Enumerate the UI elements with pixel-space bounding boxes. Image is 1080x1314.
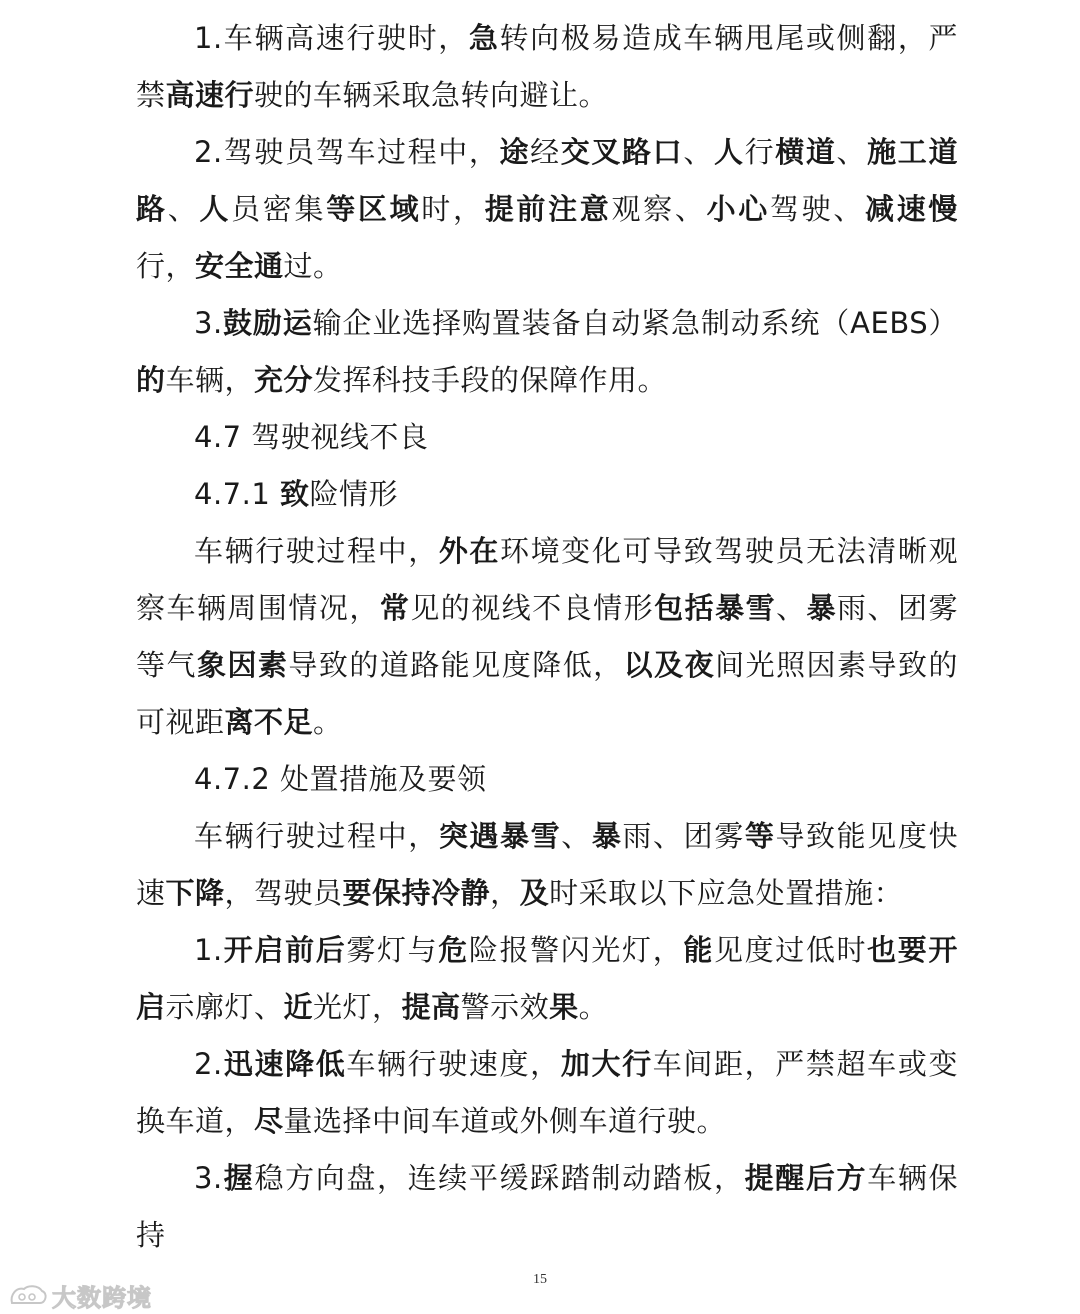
text-run: 2. bbox=[194, 1047, 223, 1081]
text-run: 提前注意 bbox=[484, 192, 612, 226]
text-run: 4.7.1 bbox=[194, 477, 281, 511]
text-run: 尽 bbox=[254, 1104, 284, 1138]
text-run: 雾灯与 bbox=[346, 933, 439, 967]
text-run: 驾驶、 bbox=[769, 192, 866, 226]
text-run: 示廓灯、 bbox=[165, 990, 284, 1024]
text-run: 、 bbox=[167, 192, 200, 226]
body-paragraph bbox=[136, 523, 958, 751]
text-run: 车辆， bbox=[165, 363, 255, 397]
text-run: 车辆行驶过程中， bbox=[194, 534, 439, 568]
text-run: 人 bbox=[199, 192, 232, 226]
text-run: 。 bbox=[578, 990, 609, 1024]
text-run: 致 bbox=[280, 477, 310, 511]
text-run: 行， bbox=[136, 249, 196, 283]
text-run: 提醒后方 bbox=[744, 1161, 868, 1195]
text-run: 3. bbox=[194, 306, 223, 340]
text-run: 暴 bbox=[806, 591, 838, 625]
text-run: 能 bbox=[683, 933, 714, 967]
text-run: 险报警闪光灯， bbox=[468, 933, 684, 967]
text-run: 以及夜 bbox=[623, 648, 716, 682]
watermark-logo-icon bbox=[8, 1283, 48, 1309]
text-run: 4.7 驾驶视线不良 bbox=[194, 420, 429, 454]
text-run: 4.7.2 处置措施及要领 bbox=[194, 762, 487, 796]
text-run: 2.驾驶员驾车过程中， bbox=[194, 135, 500, 169]
text-run: 要保持冷静 bbox=[342, 876, 491, 910]
text-run: 1. bbox=[194, 933, 223, 967]
text-run: 险情形 bbox=[309, 477, 399, 511]
text-run: 量选择中间车道或外侧车道行驶。 bbox=[283, 1104, 727, 1138]
text-run: 光灯， bbox=[313, 990, 402, 1024]
body-paragraph bbox=[136, 1150, 958, 1264]
text-run: 。 bbox=[313, 705, 343, 739]
text-run: 提高 bbox=[401, 990, 461, 1024]
text-run: 急 bbox=[468, 21, 500, 55]
text-run: 稳方向盘，连续平缓踩踏制动踏板， bbox=[254, 1161, 745, 1195]
text-run: ，驾驶员 bbox=[224, 876, 343, 910]
text-run: 途 bbox=[499, 135, 531, 169]
text-run: 近 bbox=[283, 990, 314, 1024]
text-run: 等区域 bbox=[326, 192, 422, 226]
text-run: 过。 bbox=[283, 249, 343, 283]
text-run: 导致能见度快速 bbox=[136, 819, 958, 910]
text-run: 行 bbox=[744, 135, 776, 169]
text-run: 加大行 bbox=[560, 1047, 653, 1081]
text-run: 充分 bbox=[254, 363, 314, 397]
text-run: 横道 bbox=[775, 135, 837, 169]
body-paragraph bbox=[136, 124, 958, 295]
text-run: 减速慢 bbox=[865, 192, 958, 226]
body-paragraph bbox=[136, 295, 958, 409]
body-paragraph bbox=[136, 10, 958, 124]
text-run: 、 bbox=[683, 135, 714, 169]
text-run: 雨、团雾等气 bbox=[136, 591, 958, 682]
text-run: 的 bbox=[136, 363, 166, 397]
text-run: 输企业选择购置装备自动紧急制动系统（AEBS） bbox=[312, 306, 958, 340]
text-run: 小心 bbox=[706, 192, 770, 226]
text-run: 包括暴雪 bbox=[654, 591, 777, 625]
text-run: 常 bbox=[379, 591, 411, 625]
text-run: 暴 bbox=[591, 819, 623, 853]
text-run: 象因素 bbox=[196, 648, 289, 682]
text-run: 3. bbox=[194, 1161, 223, 1195]
text-run: 经 bbox=[530, 135, 561, 169]
text-run: 鼓励运 bbox=[222, 306, 313, 340]
text-run: 时采取以下应急处置措施： bbox=[549, 876, 904, 910]
document-body bbox=[136, 10, 958, 1264]
body-paragraph bbox=[136, 1036, 958, 1150]
text-run: 环境变化可导致驾驶员无法清晰观察车辆周围情况， bbox=[136, 534, 958, 625]
text-run: 时， bbox=[421, 192, 485, 226]
text-run: 离不足 bbox=[224, 705, 314, 739]
text-run: 施工道路 bbox=[136, 135, 958, 226]
body-paragraph bbox=[136, 808, 958, 922]
text-run: 观察、 bbox=[611, 192, 707, 226]
section-heading bbox=[136, 466, 958, 523]
text-run: 握 bbox=[222, 1161, 255, 1195]
text-run: 导致的道路能见度降低， bbox=[288, 648, 624, 682]
text-run: 转向极易造成车辆甩尾或侧翻，严禁 bbox=[136, 21, 958, 112]
text-run: 见的视线不良情形 bbox=[410, 591, 655, 625]
section-heading bbox=[136, 409, 958, 466]
text-run: 车辆行驶过程中， bbox=[194, 819, 439, 853]
text-run: 高速行 bbox=[165, 78, 255, 112]
text-run: 迅速降低 bbox=[222, 1047, 347, 1081]
text-run: 、 bbox=[776, 591, 807, 625]
text-run: 交叉路口 bbox=[560, 135, 684, 169]
text-run: 下降 bbox=[165, 876, 225, 910]
text-run: 等 bbox=[744, 819, 776, 853]
text-run: 突遇暴雪 bbox=[438, 819, 562, 853]
text-run: 安全通 bbox=[195, 249, 284, 283]
text-run: 驶的车辆采取急转向避让。 bbox=[254, 78, 609, 112]
text-run: 警示效 bbox=[460, 990, 550, 1024]
text-run: 车辆保持 bbox=[136, 1161, 958, 1252]
text-run: 外在 bbox=[438, 534, 501, 568]
text-run: 间光照因素导致的可视距 bbox=[136, 648, 958, 739]
text-run: 见度过低时 bbox=[713, 933, 868, 967]
text-run: 危 bbox=[438, 933, 469, 967]
text-run: 及 bbox=[519, 876, 550, 910]
text-run: 、 bbox=[561, 819, 592, 853]
text-run: 雨、团雾 bbox=[622, 819, 745, 853]
text-run: 也要开启 bbox=[136, 933, 958, 1024]
text-run: 人 bbox=[713, 135, 745, 169]
text-run: 发挥科技手段的保障作用。 bbox=[313, 363, 668, 397]
page-number: 15 bbox=[533, 1272, 547, 1287]
text-run: ， bbox=[490, 876, 520, 910]
text-run: 车间距，严禁超车或变换车道， bbox=[136, 1047, 958, 1138]
section-heading bbox=[136, 751, 958, 808]
text-run: 员密集 bbox=[231, 192, 327, 226]
text-run: 车辆行驶速度， bbox=[346, 1047, 561, 1081]
text-run: 果 bbox=[549, 990, 579, 1024]
text-run: 1.车辆高速行驶时， bbox=[194, 21, 469, 55]
text-run: 、 bbox=[836, 135, 868, 169]
text-run: 开启前后 bbox=[222, 933, 347, 967]
watermark-text: 大数跨境 bbox=[52, 1284, 152, 1312]
body-paragraph bbox=[136, 922, 958, 1036]
watermark bbox=[8, 1278, 152, 1313]
